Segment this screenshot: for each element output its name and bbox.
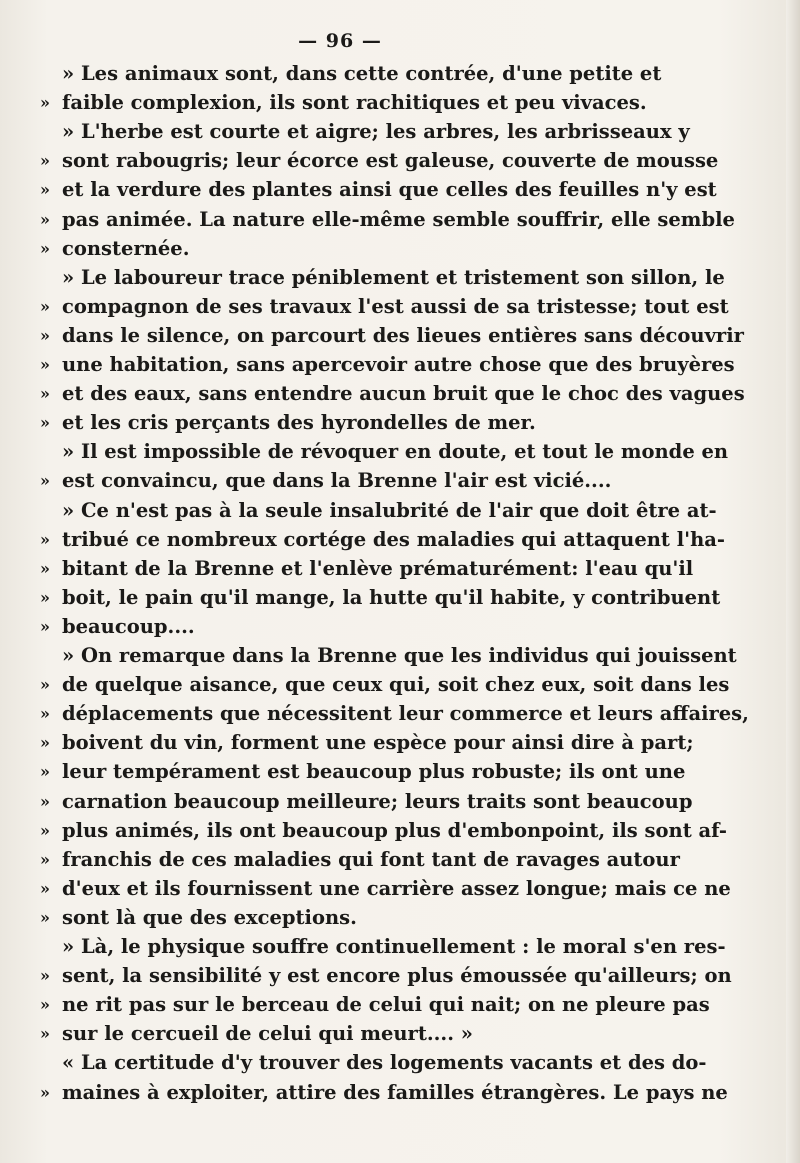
text-line bbox=[40, 554, 694, 584]
continuation-quote-mark: » bbox=[40, 878, 50, 898]
line-text: » Ce n'est pas à la seule insalubrité de l'air que doit être at- bbox=[62, 498, 717, 522]
text-line bbox=[40, 350, 735, 380]
continuation-quote-mark: » bbox=[40, 93, 50, 113]
text-line bbox=[40, 990, 710, 1020]
text-line bbox=[40, 1078, 728, 1108]
continuation-quote-mark: » bbox=[40, 995, 50, 1015]
continuation-quote-mark: » bbox=[40, 762, 50, 782]
line-text: est convaincu, que dans la Brenne l'air est vicié.... bbox=[62, 469, 612, 493]
text-line bbox=[60, 59, 660, 89]
text-line bbox=[40, 292, 729, 322]
line-text: sont là que des exceptions. bbox=[62, 905, 357, 929]
continuation-quote-mark: » bbox=[40, 325, 50, 345]
text-line bbox=[40, 234, 640, 264]
continuation-quote-mark: » bbox=[40, 151, 50, 171]
line-text: sont rabougris; leur écorce est galeuse, couverte de mousse bbox=[62, 149, 719, 173]
continuation-quote-mark: » bbox=[40, 209, 50, 229]
text-line bbox=[60, 932, 726, 962]
page-edge-shadow bbox=[786, 0, 800, 1163]
line-text: » Il est impossible de révoquer en doute, et tout le monde en bbox=[62, 440, 729, 464]
line-text: maines à exploiter, attire des familles étrangères. Le pays ne bbox=[62, 1080, 728, 1104]
continuation-quote-mark: » bbox=[40, 907, 50, 927]
text-line bbox=[40, 787, 693, 817]
line-text: sent, la sensibilité y est encore plus émoussée qu'ailleurs; on bbox=[62, 964, 732, 988]
continuation-quote-mark: » bbox=[40, 471, 50, 491]
continuation-quote-mark: » bbox=[40, 296, 50, 316]
line-text: dans le silence, on parcourt des lieues entières sans découvrir bbox=[62, 323, 744, 347]
line-text: et les cris perçants des hyrondelles de mer. bbox=[62, 411, 536, 435]
line-text: plus animés, ils ont beaucoup plus d'embonpoint, ils sont af- bbox=[62, 818, 727, 842]
text-line bbox=[60, 496, 717, 526]
text-line bbox=[40, 757, 686, 787]
line-text: » Les animaux sont, dans cette contrée, d'une petite et bbox=[62, 62, 662, 85]
text-line bbox=[60, 641, 737, 671]
text-line bbox=[40, 321, 744, 351]
text-line bbox=[40, 816, 727, 846]
text-line bbox=[40, 379, 745, 409]
text-line bbox=[40, 728, 694, 758]
continuation-quote-mark: » bbox=[40, 733, 50, 753]
text-line bbox=[40, 699, 749, 729]
line-text: carnation beaucoup meilleure; leurs traits sont beaucoup bbox=[62, 789, 693, 813]
page-number: — 96 — bbox=[298, 30, 382, 52]
text-line bbox=[40, 583, 721, 613]
line-text: » L'herbe est courte et aigre; les arbres, les arbrisseaux y bbox=[62, 120, 690, 144]
line-text: consternée. bbox=[62, 236, 190, 260]
line-text: » On remarque dans la Brenne que les individus qui jouissent bbox=[62, 644, 737, 667]
line-text: et la verdure des plantes ainsi que celles des feuilles n'y est bbox=[62, 178, 717, 202]
text-line bbox=[40, 845, 680, 875]
line-text: pas animée. La nature elle-même semble souffrir, elle semble bbox=[62, 207, 735, 231]
continuation-quote-mark: » bbox=[40, 849, 50, 869]
line-text: boit, le pain qu'il mange, la hutte qu'il habite, y contribuent bbox=[62, 585, 721, 609]
continuation-quote-mark: » bbox=[40, 384, 50, 404]
line-text: une habitation, sans apercevoir autre chose que des bruyères bbox=[62, 353, 735, 376]
continuation-quote-mark: » bbox=[40, 820, 50, 840]
text-line bbox=[40, 88, 647, 118]
text-line bbox=[40, 961, 732, 991]
text-line bbox=[60, 1048, 707, 1078]
continuation-quote-mark: » bbox=[40, 413, 50, 433]
text-line bbox=[40, 525, 725, 555]
text-line bbox=[40, 1019, 640, 1049]
text-line bbox=[40, 874, 731, 904]
line-text: faible complexion, ils sont rachitiques et peu vivaces. bbox=[62, 91, 647, 115]
line-text: leur tempérament est beaucoup plus robuste; ils ont une bbox=[62, 760, 686, 784]
line-text: tribué ce nombreux cortége des maladies qui attaquent l'ha- bbox=[62, 527, 725, 551]
continuation-quote-mark: » bbox=[40, 791, 50, 811]
continuation-quote-mark: » bbox=[40, 616, 50, 636]
line-text: franchis de ces maladies qui font tant de ravages autour bbox=[62, 847, 680, 871]
text-line bbox=[40, 466, 640, 496]
continuation-quote-mark: » bbox=[40, 558, 50, 578]
text-line bbox=[40, 903, 640, 933]
text-line bbox=[40, 612, 640, 642]
line-text: compagnon de ses travaux l'est aussi de sa tristesse; tout est bbox=[62, 294, 729, 318]
line-text: beaucoup.... bbox=[62, 614, 195, 638]
continuation-quote-mark: » bbox=[40, 587, 50, 607]
continuation-quote-mark: » bbox=[40, 529, 50, 549]
continuation-quote-mark: » bbox=[40, 1024, 50, 1044]
text-line bbox=[60, 263, 725, 293]
line-text: » Là, le physique souffre continuellement : le moral s'en res- bbox=[62, 935, 726, 958]
line-text: « La certitude d'y trouver des logements vacants et des do- bbox=[62, 1051, 707, 1075]
continuation-quote-mark: » bbox=[40, 675, 50, 695]
text-line bbox=[40, 175, 717, 205]
line-text: ne rit pas sur le berceau de celui qui nait; on ne pleure pas bbox=[62, 993, 710, 1017]
line-text: d'eux et ils fournissent une carrière assez longue; mais ce ne bbox=[62, 876, 731, 900]
continuation-quote-mark: » bbox=[40, 966, 50, 986]
text-line bbox=[40, 670, 730, 700]
line-text: boivent du vin, forment une espèce pour ainsi dire à part; bbox=[62, 731, 694, 755]
continuation-quote-mark: » bbox=[40, 1082, 50, 1102]
line-text: de quelque aisance, que ceux qui, soit chez eux, soit dans les bbox=[62, 673, 730, 697]
text-line bbox=[40, 205, 735, 235]
text-line bbox=[60, 117, 690, 147]
continuation-quote-mark: » bbox=[40, 180, 50, 200]
line-text: » Le laboureur trace péniblement et tristement son sillon, le bbox=[62, 265, 725, 289]
text-line bbox=[60, 437, 729, 467]
line-text: déplacements que nécessitent leur commerce et leurs affaires, bbox=[62, 702, 749, 726]
text-line bbox=[40, 146, 719, 176]
line-text: bitant de la Brenne et l'enlève prématurément: l'eau qu'il bbox=[62, 556, 694, 580]
text-line bbox=[40, 408, 640, 438]
line-text: et des eaux, sans entendre aucun bruit que le choc des vagues bbox=[62, 382, 745, 406]
continuation-quote-mark: » bbox=[40, 238, 50, 258]
continuation-quote-mark: » bbox=[40, 704, 50, 724]
continuation-quote-mark: » bbox=[40, 355, 50, 374]
line-text: sur le cercueil de celui qui meurt.... » bbox=[62, 1022, 473, 1046]
